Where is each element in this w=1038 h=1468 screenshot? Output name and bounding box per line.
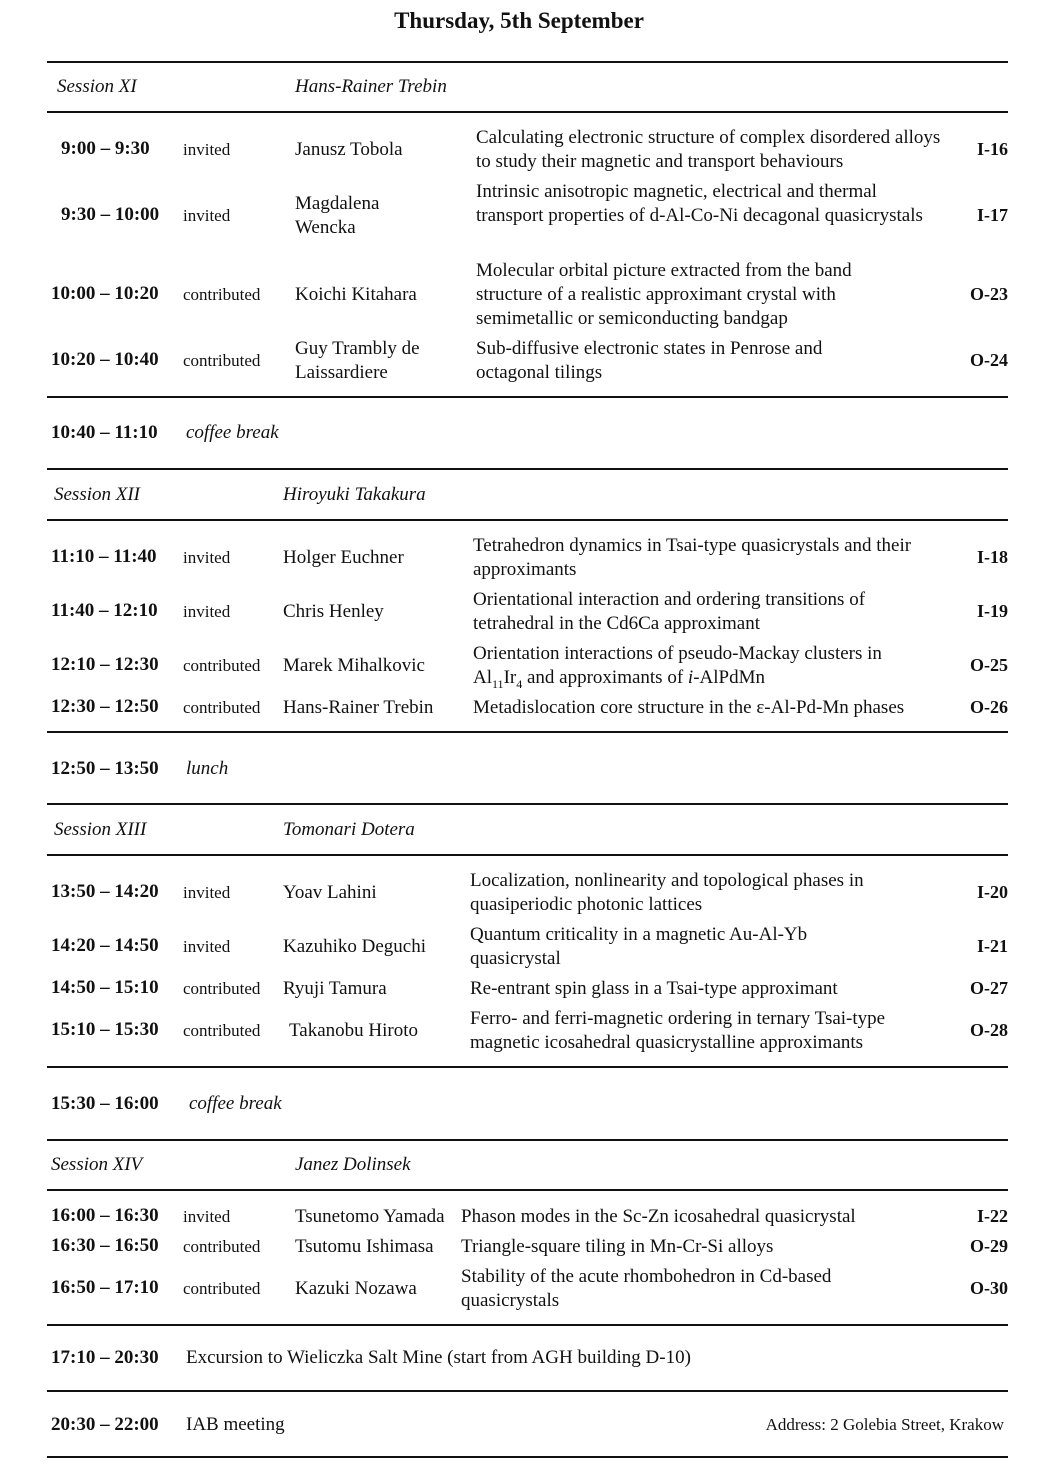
talk-time: 15:10 – 15:30 <box>51 1019 159 1040</box>
talk-code: I-22 <box>977 1206 1008 1226</box>
talk-code: I-16 <box>977 139 1008 159</box>
session-chair: Hiroyuki Takakura <box>283 484 426 505</box>
speaker-name: Kazuhiko Deguchi <box>283 936 426 957</box>
divider <box>47 731 1008 733</box>
talk-title-text: Ir <box>503 667 517 688</box>
divider <box>47 1139 1008 1141</box>
speaker-name: Kazuki Nozawa <box>295 1278 417 1299</box>
session-label: Session XIII <box>54 819 147 840</box>
talk-title: Triangle-square tiling in Mn-Cr-Si alloys <box>461 1236 774 1257</box>
talk-code: I-21 <box>977 936 1008 956</box>
talk-code: O-29 <box>970 1236 1008 1256</box>
talk-type: invited <box>183 206 231 225</box>
break-time: 15:30 – 16:00 <box>51 1093 159 1114</box>
talk-code: O-24 <box>970 350 1008 370</box>
talk-title: Re-entrant spin glass in a Tsai-type approximant <box>470 978 838 999</box>
speaker-name: Takanobu Hiroto <box>289 1020 419 1041</box>
event-label: IAB meeting <box>186 1414 285 1435</box>
talk-title: Metadislocation core structure in the ε-Al-Pd-Mn phases <box>473 697 905 718</box>
talk-title: Molecular orbital picture extracted from the band structure of a realistic approximant crystal with semimetallic or semiconducting bandgap <box>476 260 852 329</box>
talk-type: contributed <box>183 285 261 304</box>
divider <box>47 1066 1008 1068</box>
talk-type: contributed <box>183 656 261 675</box>
talk-title-text: -AlPdMn <box>693 667 765 688</box>
talk-time: 16:50 – 17:10 <box>51 1277 159 1298</box>
talk-code: O-26 <box>970 697 1008 717</box>
speaker-name: Ryuji Tamura <box>283 978 387 999</box>
talk-title: Localization, nonlinearity and topological phases in quasiperiodic photonic lattices <box>470 870 864 915</box>
speaker-name: Holger Euchner <box>283 547 404 568</box>
talk-time: 13:50 – 14:20 <box>51 881 159 902</box>
divider <box>47 1390 1008 1392</box>
event-label: Excursion to Wieliczka Salt Mine (start from AGH building D-10) <box>186 1347 691 1368</box>
session-chair: Janez Dolinsek <box>295 1154 411 1175</box>
talk-time: 9:00 – 9:30 <box>61 138 150 159</box>
session-label: Session XII <box>54 484 141 505</box>
talk-type: contributed <box>183 1021 261 1040</box>
session-label: Session XIV <box>51 1154 143 1175</box>
subscript: 11 <box>492 676 504 691</box>
talk-type: contributed <box>183 979 261 998</box>
break-label: lunch <box>186 758 229 779</box>
talk-title: Quantum criticality in a magnetic Au-Al-Yb quasicrystal <box>470 924 808 969</box>
speaker-name: Janusz Tobola <box>295 139 403 160</box>
speaker-name: Guy Trambly de Laissardiere <box>295 338 420 383</box>
talk-time: 10:00 – 10:20 <box>51 283 159 304</box>
page-title: Thursday, 5th September <box>394 8 644 33</box>
talk-code: I-17 <box>977 205 1008 225</box>
talk-type: invited <box>183 140 231 159</box>
talk-title-text: Orientation interactions of pseudo-Mackay clusters in Al <box>473 643 882 688</box>
talk-time: 12:10 – 12:30 <box>51 654 159 675</box>
speaker-name: Tsunetomo Yamada <box>295 1206 445 1227</box>
session-label: Session XI <box>57 76 137 97</box>
speaker-name: Marek Mihalkovic <box>283 655 425 676</box>
talk-time: 16:30 – 16:50 <box>51 1235 159 1256</box>
talk-code: O-27 <box>970 978 1008 998</box>
talk-time: 16:00 – 16:30 <box>51 1205 159 1226</box>
talk-type: invited <box>183 548 231 567</box>
session-chair: Hans-Rainer Trebin <box>295 76 447 97</box>
talk-code: I-18 <box>977 547 1008 567</box>
event-time: 20:30 – 22:00 <box>51 1414 159 1435</box>
divider <box>47 1456 1008 1458</box>
speaker-name: Koichi Kitahara <box>295 284 417 305</box>
talk-time: 10:20 – 10:40 <box>51 349 159 370</box>
break-label: coffee break <box>186 422 279 443</box>
session-chair: Tomonari Dotera <box>283 819 415 840</box>
talk-type: invited <box>183 883 231 902</box>
talk-time: 11:10 – 11:40 <box>51 546 157 567</box>
talk-code: O-30 <box>970 1278 1008 1298</box>
talk-type: invited <box>183 602 231 621</box>
talk-title: Sub-diffusive electronic states in Penrose and octagonal tilings <box>476 338 823 383</box>
talk-time: 9:30 – 10:00 <box>61 204 160 225</box>
talk-code: O-23 <box>970 284 1008 304</box>
divider <box>47 396 1008 398</box>
talk-code: I-20 <box>977 882 1008 902</box>
speaker-name: Magdalena Wencka <box>295 193 380 238</box>
talk-time: 14:20 – 14:50 <box>51 935 159 956</box>
speaker-name: Chris Henley <box>283 601 384 622</box>
break-time: 10:40 – 11:10 <box>51 422 158 443</box>
divider <box>47 854 1008 856</box>
talk-type: contributed <box>183 1237 261 1256</box>
talk-code: I-19 <box>977 601 1008 621</box>
divider <box>47 519 1008 521</box>
speaker-name: Tsutomu Ishimasa <box>295 1236 434 1257</box>
divider <box>47 803 1008 805</box>
talk-time: 12:30 – 12:50 <box>51 696 159 717</box>
italic-text: i <box>687 667 694 688</box>
talk-code: O-25 <box>970 655 1008 675</box>
divider <box>47 468 1008 470</box>
talk-type: contributed <box>183 351 261 370</box>
divider <box>47 1189 1008 1191</box>
divider <box>47 1324 1008 1326</box>
talk-time: 11:40 – 12:10 <box>51 600 158 621</box>
speaker-name: Yoav Lahini <box>283 882 377 903</box>
talk-title: Stability of the acute rhombohedron in Cd-based quasicrystals <box>461 1266 832 1311</box>
talk-type: contributed <box>183 698 261 717</box>
talk-title-text: and approximants of <box>522 667 688 688</box>
divider <box>47 111 1008 113</box>
break-label: coffee break <box>189 1093 282 1114</box>
break-time: 12:50 – 13:50 <box>51 758 159 779</box>
speaker-name: Hans-Rainer Trebin <box>283 697 434 718</box>
talk-title: Ferro- and ferri-magnetic ordering in ternary Tsai-type magnetic icosahedral quasicrystalline approximants <box>470 1008 886 1053</box>
talk-title: Orientational interaction and ordering transitions of tetrahedral in the Cd6Ca approximant <box>473 589 866 634</box>
talk-type: invited <box>183 937 231 956</box>
talk-title: Phason modes in the Sc-Zn icosahedral quasicrystal <box>461 1206 856 1227</box>
talk-title <box>473 642 933 696</box>
talk-type: contributed <box>183 1279 261 1298</box>
divider <box>47 61 1008 63</box>
address-text: Address: 2 Golebia Street, Krakow <box>765 1415 1004 1434</box>
talk-code: O-28 <box>970 1020 1008 1040</box>
talk-title: Tetrahedron dynamics in Tsai-type quasicrystals and their approximants <box>473 535 912 580</box>
talk-time: 14:50 – 15:10 <box>51 977 159 998</box>
talk-type: invited <box>183 1207 231 1226</box>
talk-title: Intrinsic anisotropic magnetic, electrical and thermal transport properties of d-Al-Co-Ni decagonal quasicrystals <box>476 181 923 226</box>
event-time: 17:10 – 20:30 <box>51 1347 159 1368</box>
talk-title: Calculating electronic structure of complex disordered alloys to study their magnetic and transport behaviours <box>476 127 941 172</box>
subscript: 4 <box>516 676 523 691</box>
